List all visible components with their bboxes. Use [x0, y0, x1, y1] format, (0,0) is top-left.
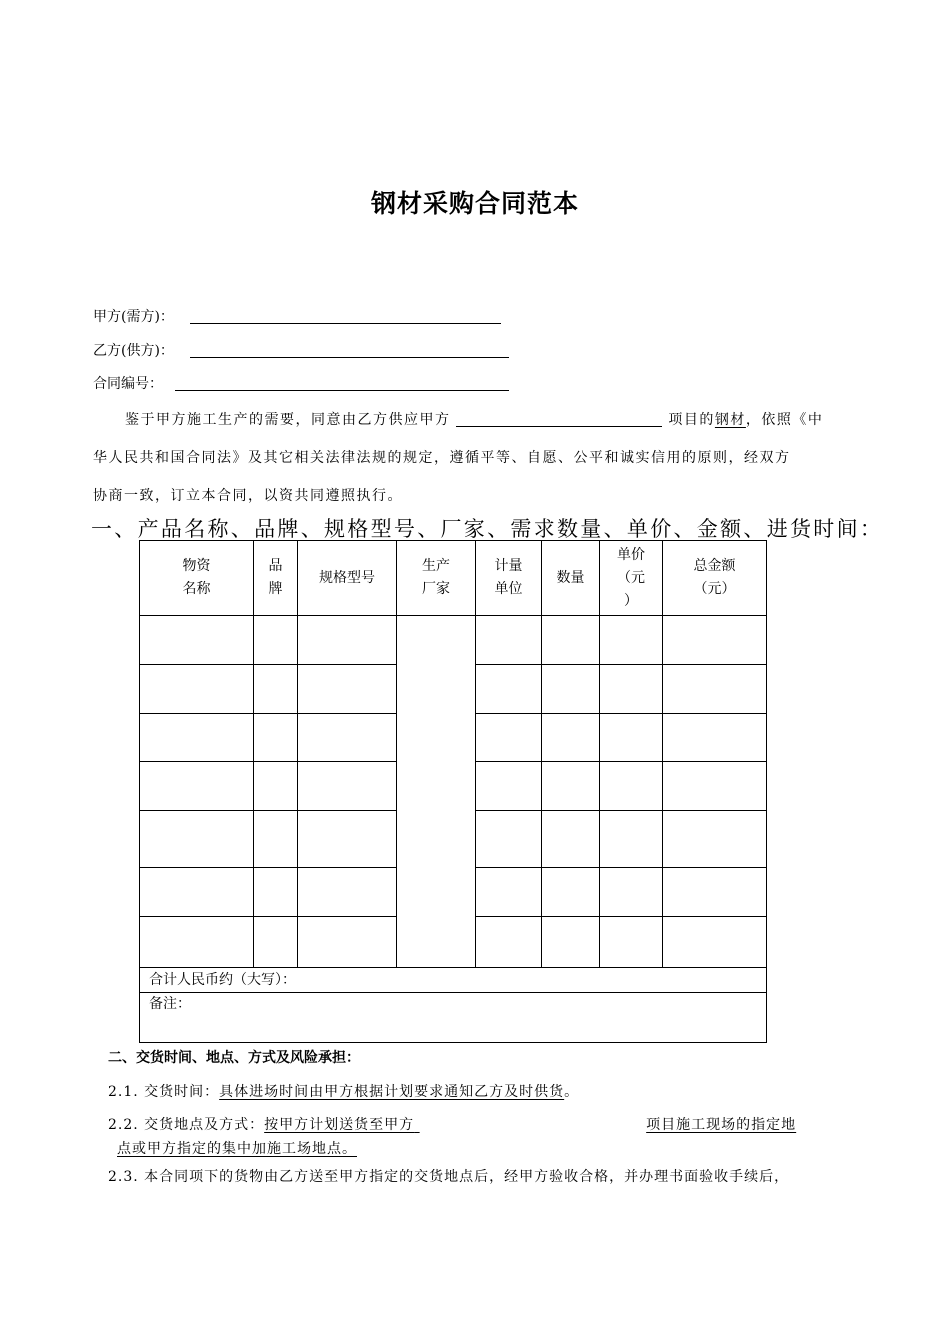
intro-line-1	[125, 409, 823, 429]
party-a-label: 甲方(需方)：	[93, 309, 174, 325]
clause-2-3	[108, 1166, 789, 1186]
contract-no-blank[interactable]	[175, 390, 509, 391]
header-unit: 计量 单位	[476, 541, 542, 616]
section-2-heading: 二、交货时间、地点、方式及风险承担：	[108, 1050, 360, 1066]
clause-2-2-line-2	[117, 1138, 357, 1158]
header-quantity: 数量	[542, 541, 600, 616]
clause-2-1-label: 交货时间：	[144, 1084, 220, 1100]
clause-2-2-text-a: 按甲方计划送货至甲方	[264, 1117, 415, 1133]
table-header-row	[140, 541, 767, 616]
table-row	[140, 616, 767, 665]
intro-line-1-mid: 项目的	[668, 412, 715, 428]
clause-2-2-project-blank[interactable]	[414, 1117, 646, 1133]
header-spec: 规格型号	[298, 541, 397, 616]
intro-line-2: 华人民共和国合同法》及其它相关法律法规的规定，遵循平等、自愿、公平和诚实信用的原则，经双方	[93, 450, 791, 466]
remarks-label[interactable]: 备注：	[140, 993, 767, 1043]
clause-2-2-label: 交货地点及方式：	[144, 1117, 265, 1133]
header-total-amount: 总金额 （元）	[663, 541, 767, 616]
header-brand: 品 牌	[254, 541, 298, 616]
clause-2-2-number: 2.2.	[108, 1117, 139, 1133]
manufacturer-merged-cell[interactable]	[397, 616, 476, 968]
total-row	[140, 968, 767, 993]
header-manufacturer: 生产 厂家	[397, 541, 476, 616]
clause-2-2	[108, 1114, 796, 1134]
goods-table	[139, 540, 767, 1043]
remarks-row	[140, 993, 767, 1043]
clause-2-1-number: 2.1.	[108, 1084, 139, 1100]
clause-2-1-text: 具体进场时间由甲方根据计划要求通知乙方及时供货	[219, 1084, 565, 1100]
clause-2-2-text-b: 项目施工现场的指定地	[646, 1117, 797, 1133]
intro-line-3: 协商一致，订立本合同，以资共同遵照执行。	[93, 488, 403, 504]
party-b-blank[interactable]	[190, 357, 509, 358]
section-1-heading: 一、产品名称、品牌、规格型号、厂家、需求数量、单价、金额、进货时间：	[91, 517, 884, 541]
clause-2-1	[108, 1081, 579, 1101]
header-material-name: 物资 名称	[140, 541, 254, 616]
project-name-blank[interactable]	[456, 412, 662, 427]
contract-no-label: 合同编号：	[93, 376, 163, 392]
clause-2-3-number: 2.3.	[108, 1169, 139, 1185]
intro-line-1-end: ，依照《中	[745, 412, 824, 428]
party-b-label: 乙方(供方)：	[93, 343, 174, 359]
clause-2-2-text-c: 点或甲方指定的集中加施工场地点。	[117, 1141, 357, 1157]
clause-2-3-text: 本合同项下的货物由乙方送至甲方指定的交货地点后，经甲方验收合格，并办理书面验收手续后，	[144, 1169, 790, 1185]
intro-line-1-start: 鉴于甲方施工生产的需要，同意由乙方供应甲方	[125, 412, 451, 428]
material-name: 钢材	[714, 412, 746, 428]
header-unit-price: 单价 （元 ）	[600, 541, 663, 616]
clause-2-1-end: 。	[564, 1084, 580, 1100]
document-title: 钢材采购合同范本	[370, 189, 579, 218]
party-a-blank[interactable]	[190, 323, 501, 324]
total-amount-label[interactable]: 合计人民币约（大写）：	[140, 968, 767, 993]
